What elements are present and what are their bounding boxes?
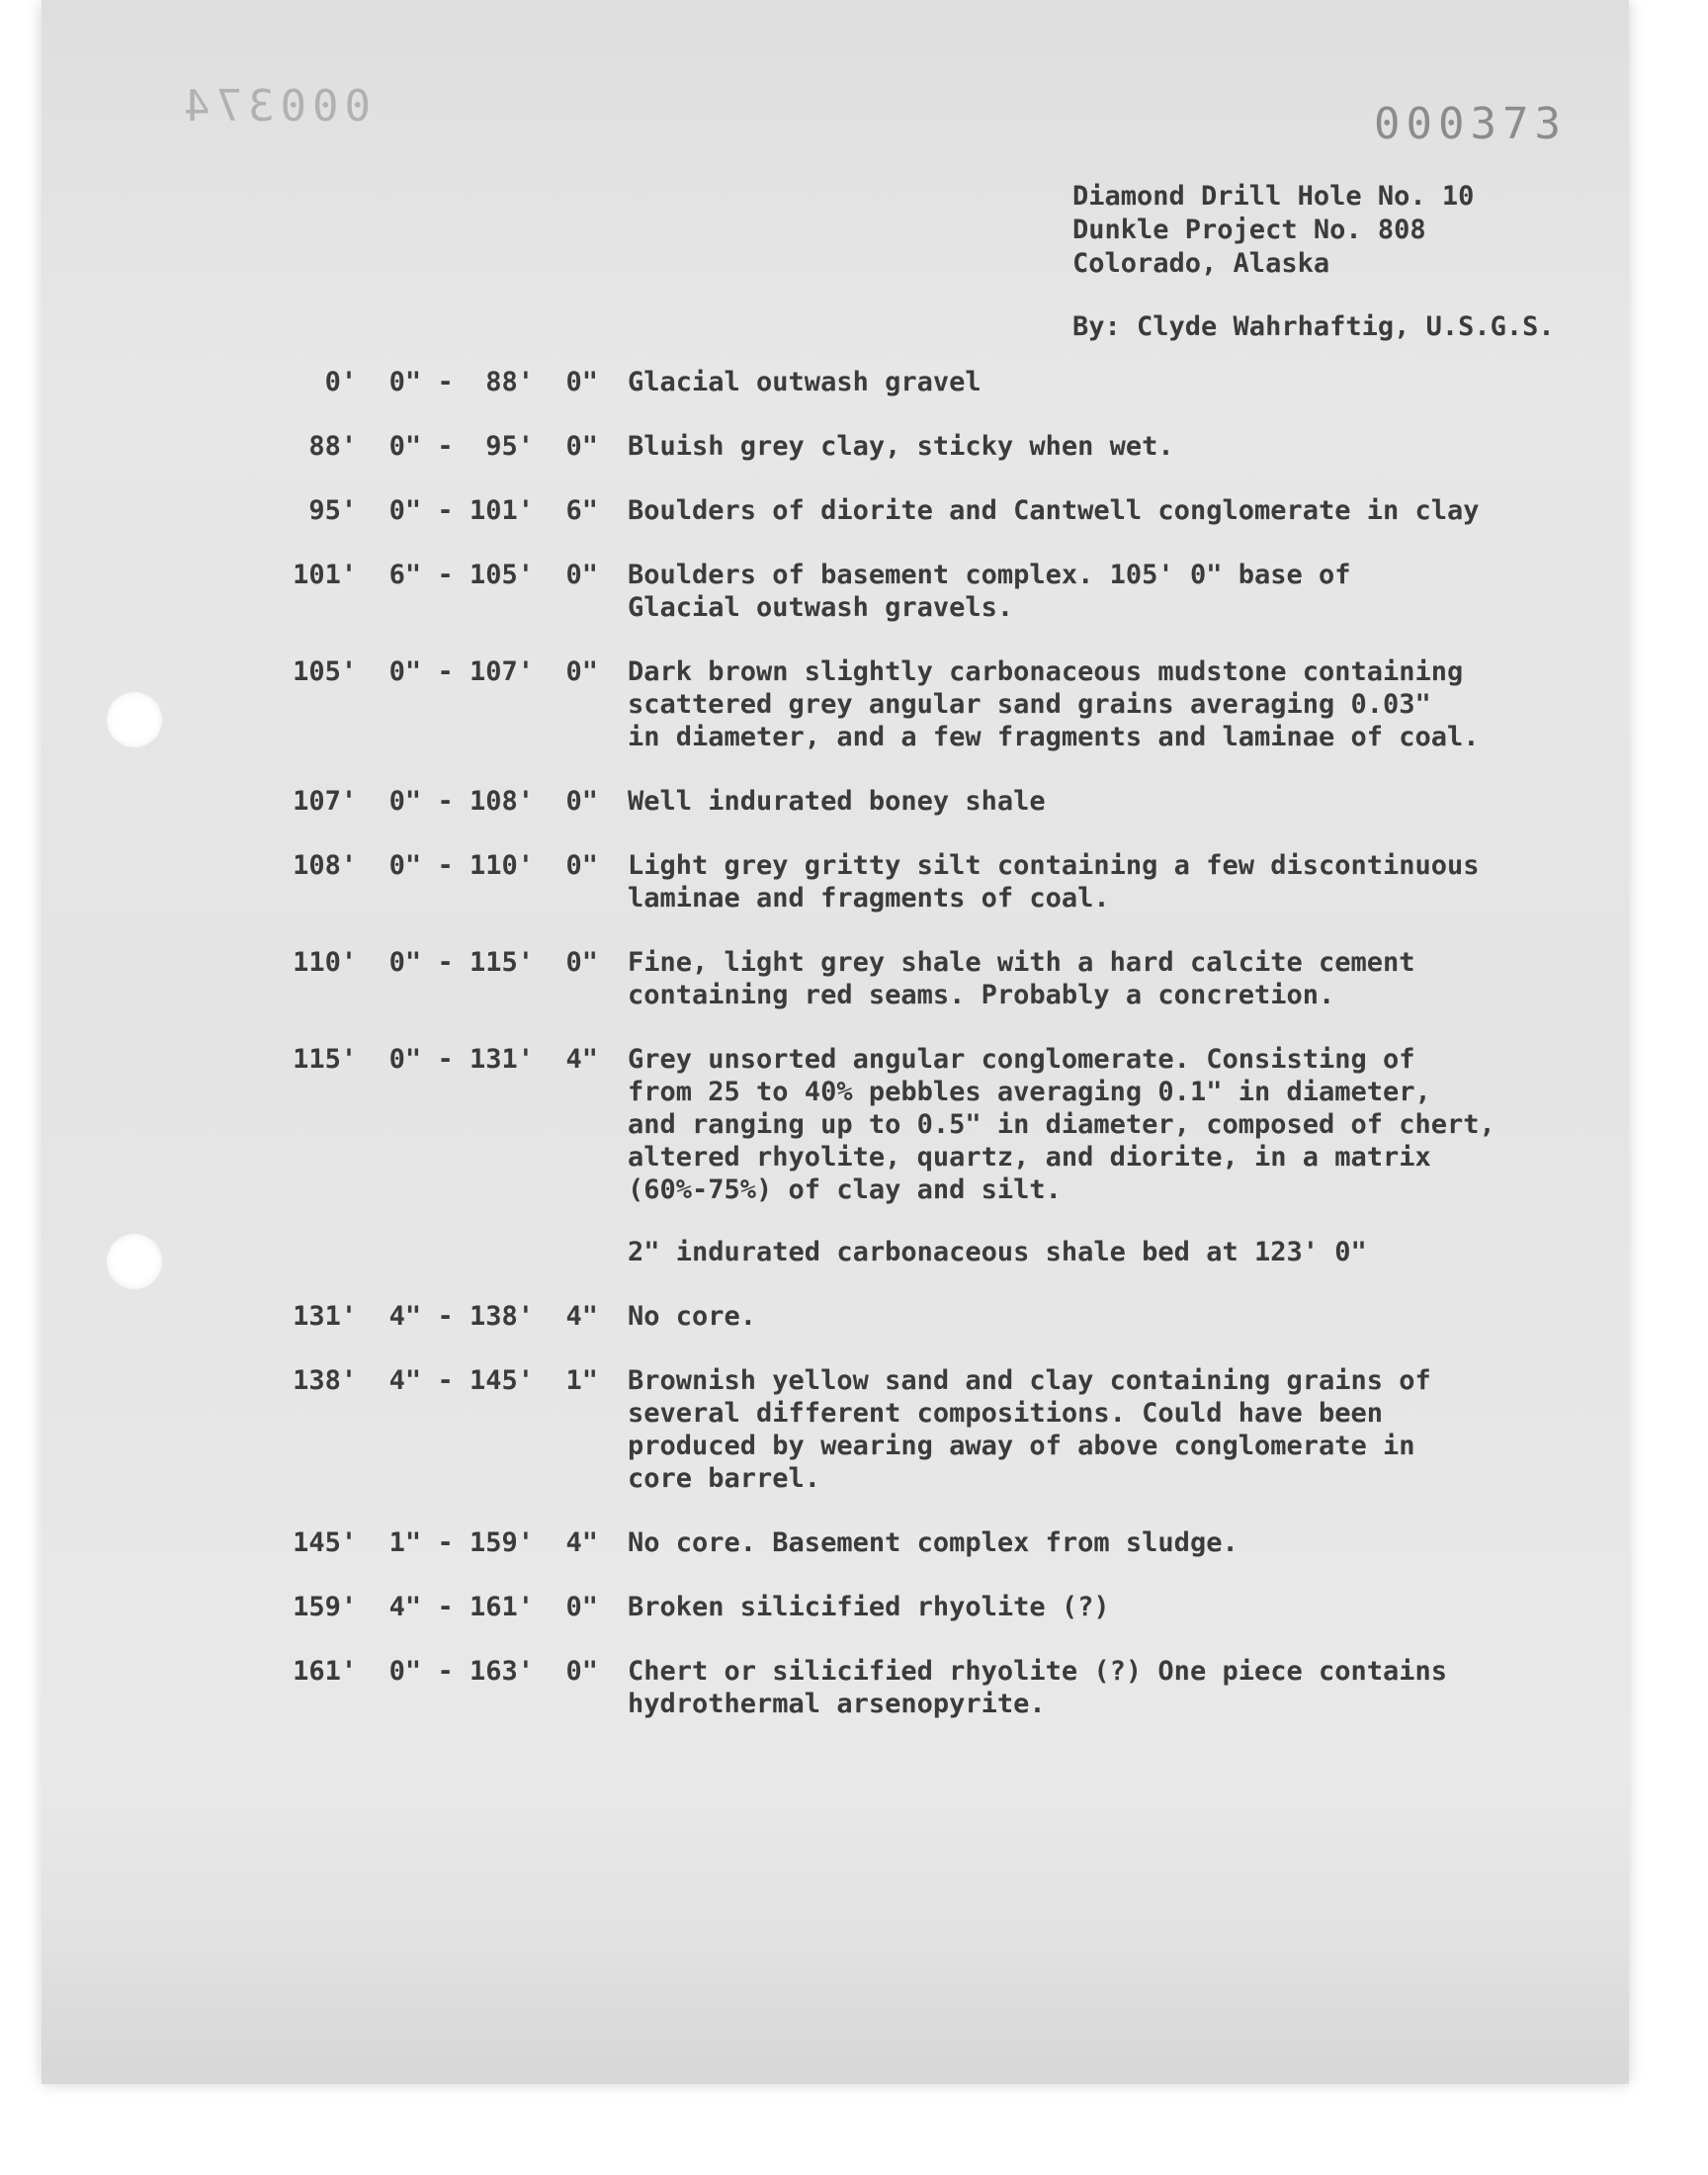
- drill-hole-title: Diamond Drill Hole No. 10: [1072, 181, 1475, 212]
- depth-interval: 105' 0" - 107' 0": [293, 656, 598, 687]
- log-entry: [237, 366, 1552, 398]
- description-line: No core.: [628, 1301, 757, 1332]
- lithology-description: [628, 849, 1552, 914]
- description-line: Dark brown slightly carbonaceous mudstone containing: [628, 656, 1464, 687]
- page-number-stamp: 000373: [1374, 99, 1567, 149]
- log-entry: [237, 559, 1552, 624]
- description-line: Light grey gritty silt containing a few discontinuous: [628, 850, 1480, 881]
- description-line: in diameter, and a few fragments and laminae of coal.: [628, 722, 1480, 752]
- depth-interval: 95' 0" - 101' 6": [308, 495, 598, 526]
- log-entry: [237, 1591, 1552, 1623]
- log-entry: [237, 1043, 1552, 1206]
- lithology-description: [628, 559, 1552, 624]
- log-entry: [237, 946, 1552, 1011]
- log-entry: [237, 494, 1552, 527]
- description-line: (60%-75%) of clay and silt.: [628, 1174, 1062, 1205]
- lithology-description: [628, 1364, 1552, 1495]
- lithology-description: [628, 1591, 1552, 1623]
- log-entry: [237, 849, 1552, 914]
- drill-log: [237, 366, 1552, 1752]
- description-line: and ranging up to 0.5" in diameter, composed of chert,: [628, 1109, 1495, 1140]
- bleed-through-page-number: 000374: [178, 81, 371, 131]
- depth-interval: 115' 0" - 131' 4": [293, 1044, 598, 1075]
- description-line: containing red seams. Probably a concretion.: [628, 980, 1335, 1010]
- description-line: 2" indurated carbonaceous shale bed at 123' 0": [628, 1237, 1367, 1267]
- description-line: produced by wearing away of above conglomerate in: [628, 1431, 1415, 1461]
- description-line: Fine, light grey shale with a hard calcite cement: [628, 947, 1415, 978]
- lithology-description: [628, 655, 1552, 753]
- depth-interval: 138' 4" - 145' 1": [293, 1365, 598, 1396]
- depth-interval: 145' 1" - 159' 4": [293, 1527, 598, 1558]
- description-line: laminae and fragments of coal.: [628, 883, 1110, 914]
- log-entry: [237, 655, 1552, 753]
- lithology-description: [628, 366, 1552, 398]
- log-note: [237, 1236, 1552, 1268]
- depth-interval: 88' 0" - 95' 0": [308, 431, 598, 462]
- description-line: Boulders of diorite and Cantwell conglomerate in clay: [628, 495, 1480, 526]
- log-entry: [237, 1655, 1552, 1720]
- lithology-description: [628, 1655, 1552, 1720]
- depth-interval: 108' 0" - 110' 0": [293, 850, 598, 881]
- log-entry: [237, 785, 1552, 818]
- description-line: altered rhyolite, quartz, and diorite, in a matrix: [628, 1142, 1431, 1173]
- depth-interval: 110' 0" - 115' 0": [293, 947, 598, 978]
- author-line: By: Clyde Wahrhaftig, U.S.G.S.: [1072, 311, 1555, 342]
- document-header: [1072, 180, 1555, 344]
- description-line: Chert or silicified rhyolite (?) One piece contains: [628, 1656, 1448, 1687]
- lithology-description: [628, 946, 1552, 1011]
- lithology-description: [628, 1526, 1552, 1559]
- description-line: from 25 to 40% pebbles averaging 0.1" in diameter,: [628, 1077, 1431, 1107]
- punch-hole-upper: [107, 692, 162, 747]
- depth-interval: 101' 6" - 105' 0": [293, 560, 598, 590]
- project-number: Dunkle Project No. 808: [1072, 215, 1426, 245]
- lithology-description: [628, 1043, 1552, 1206]
- description-line: hydrothermal arsenopyrite.: [628, 1689, 1046, 1719]
- log-entry: [237, 1364, 1552, 1495]
- description-line: Well indurated boney shale: [628, 786, 1046, 817]
- log-entry: [237, 1300, 1552, 1333]
- description-line: Grey unsorted angular conglomerate. Consisting of: [628, 1044, 1415, 1075]
- lithology-description: [628, 430, 1552, 463]
- description-line: core barrel.: [628, 1463, 821, 1494]
- depth-interval: 161' 0" - 163' 0": [293, 1656, 598, 1687]
- description-line: scattered grey angular sand grains averaging 0.03": [628, 689, 1431, 720]
- description-line: Glacial outwash gravels.: [628, 592, 1014, 623]
- lithology-description: [628, 1236, 1552, 1268]
- lithology-description: [628, 1300, 1552, 1333]
- depth-interval: 131' 4" - 138' 4": [293, 1301, 598, 1332]
- depth-interval: 107' 0" - 108' 0": [293, 786, 598, 817]
- description-line: Boulders of basement complex. 105' 0" base of: [628, 560, 1351, 590]
- description-line: Bluish grey clay, sticky when wet.: [628, 431, 1174, 462]
- description-line: Brownish yellow sand and clay containing grains of: [628, 1365, 1431, 1396]
- depth-interval: 159' 4" - 161' 0": [293, 1592, 598, 1622]
- depth-interval: 0' 0" - 88' 0": [324, 367, 598, 397]
- location: Colorado, Alaska: [1072, 248, 1330, 279]
- lithology-description: [628, 494, 1552, 527]
- description-line: Glacial outwash gravel: [628, 367, 982, 397]
- log-entry: [237, 430, 1552, 463]
- description-line: Broken silicified rhyolite (?): [628, 1592, 1110, 1622]
- lithology-description: [628, 785, 1552, 818]
- description-line: No core. Basement complex from sludge.: [628, 1527, 1238, 1558]
- punch-hole-lower: [107, 1234, 162, 1289]
- description-line: several different compositions. Could have been: [628, 1398, 1384, 1429]
- log-entry: [237, 1526, 1552, 1559]
